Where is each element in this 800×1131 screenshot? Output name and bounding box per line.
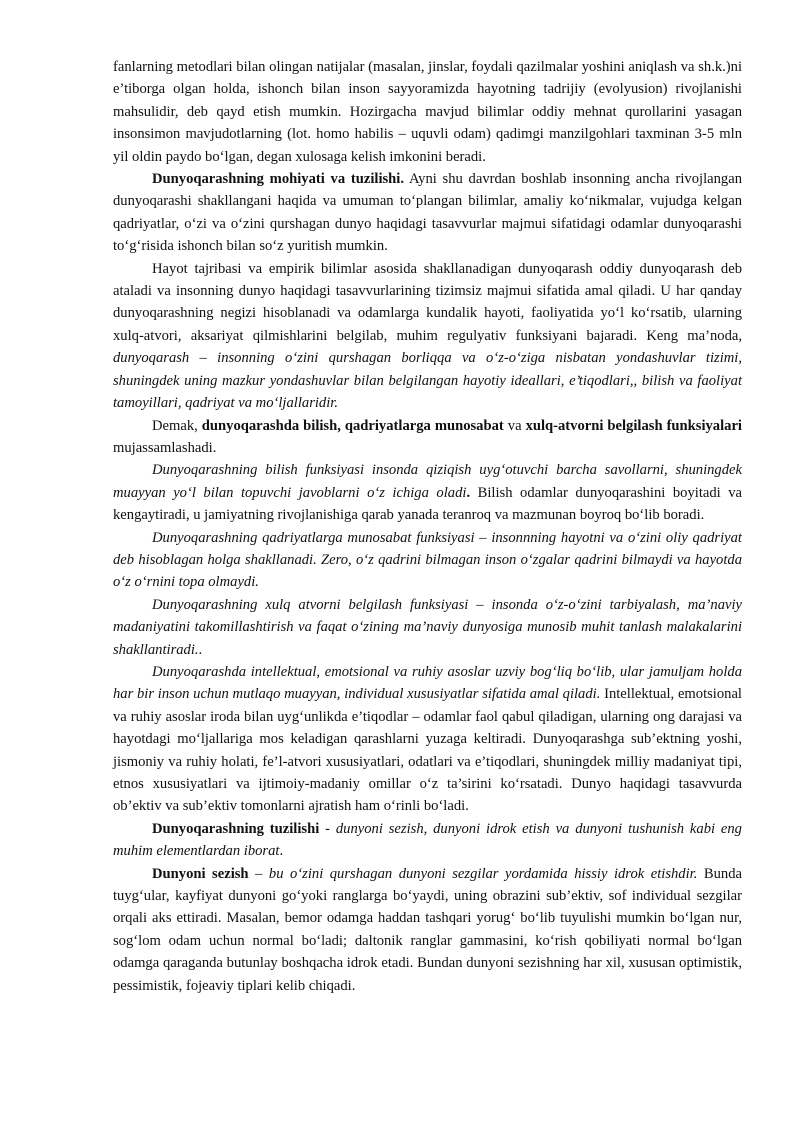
emphasis: dunyoqarashda bilish, qadriyatlarga munosabat xyxy=(201,417,504,434)
emphasis: xulq-atvorni belgilash funksiyalari xyxy=(525,417,742,434)
text: – xyxy=(248,865,269,882)
paragraph-functions xyxy=(113,415,742,460)
text: mujassamlashadi. xyxy=(113,439,217,456)
text: Bilish odamlar dunyoqarashini boyitadi va kengaytiradi, u jamiyatning rivojlanishiga qarab yanada teranroq va mazmunan boyroq bo‘lib boradi. xyxy=(113,484,743,524)
text: - xyxy=(319,820,336,837)
paragraph-structure xyxy=(113,818,742,863)
text: Bunda tuyg‘ular, kayfiyat dunyoni go‘yoki ranglarga bo‘yaydi, uning obrazini sub’ektiv, sof individual sezgilar orqali aks ettiradi. Masalan, bemor odamga haddan tashqari yorug‘ bo‘lib tuyulishi mumkin bo‘lgan nur, sog‘lom odam uchun normal bo‘ladi; daltonik ranglar gammasini, ko‘rish qobiliyati normal bo‘lgan odamga qaraganda butunlay boshqacha idrok etadi. Bundan dunyoni sezishning har xil, xususan optimistik, pessimistik, fojeaviy tiplari kelib chiqadi. xyxy=(113,865,742,994)
definition: Dunyoqarashning xulq atvorni belgilash funksiyasi – insonda o‘z-o‘zini tarbiyalash, ma’naviy madaniyatini takomillashtirish va faqat o‘zining ma’naviy dunyosiga munosib muhit tanlash malakalarini shakllantiradi. xyxy=(113,596,742,658)
definition: dunyoni sezish, dunyoni idrok etish va dunyoni tushunish kabi eng muhim elementlardan iborat xyxy=(113,820,742,860)
definition: dunyoqarash – insonning o‘zini qurshagan borliqqa va o‘z-o‘ziga nisbatan yondashuvlar tizimi, shuningdek uning mazkur yondashuvlar bilan belgilangan hayotiy ideallari, e’tiqodlari,, bilish va faoliyat tamoyillari, qadriyat va mo‘ljallaridir. xyxy=(113,350,742,412)
text: . xyxy=(279,843,284,860)
text: va xyxy=(503,417,526,434)
text: . xyxy=(198,641,203,658)
text: Hayot tajribasi va empirik bilimlar asosida shakllanadigan dunyoqarash oddiy dunyoqarash deb ataladi va insonning dunyo haqidagi tasavvurlarining tizimsiz majmui sifatida amal qiladi. U har qanday dunyoqarashning negizi hisoblanadi va odamlarga kundalik hayoti, faoliyatida yo‘l ko‘rsatib, ularning xulq-atvori, aksariyat qilmishlarini belgilab, muhim regulyativ funksiyani bajaradi. Keng ma’noda, xyxy=(113,260,742,344)
paragraph-intro xyxy=(113,56,742,168)
definition: Dunyoqarashning qadriyatlarga munosabat funksiyasi – insonnning hayotni va o‘zini oliy qadriyat deb hisoblagan holga shakllanadi. Zero, o‘z qadrini bilmagan inson o‘zgalar qadrini bilmaydi va hayotda o‘z o‘rnini topa olmaydi. xyxy=(113,529,742,591)
paragraph-sensing-world xyxy=(113,863,742,997)
section-heading: Dunyoqarashning mohiyati va tuzilishi. xyxy=(152,171,405,188)
emphasis: . xyxy=(466,484,471,501)
paragraph-cognitive-function xyxy=(113,459,742,526)
paragraph-ordinary-worldview xyxy=(113,258,742,415)
section-heading: Dunyoqarashning tuzilishi xyxy=(152,820,320,837)
text: Demak, xyxy=(152,417,202,434)
definition: bu o‘zini qurshagan dunyoni sezgilar yordamida hissiy idrok etishdir. xyxy=(268,865,698,882)
definition: Dunyoqarashda intellektual, emotsional va ruhiy asoslar uzviy bog‘liq bo‘lib, ular jamuljam holda har bir inson uchun mutlaqo muayyan, individual xususiyatlar sifatida amal qiladi. xyxy=(113,663,742,703)
paragraph-foundations xyxy=(113,661,742,818)
paragraph-value-function xyxy=(113,527,742,594)
text: fanlarning metodlari bilan olingan natijalar (masalan, jinslar, foydali qazilmalar yoshini aniqlash va sh.k.)ni e’tiborga olgan holda, ishonch bilan inson sayyoramizda hayotning tadrijiy (evolyusion) rivojlanishi mahsulidir, deb qayd etish mumkin. Hozirgacha mavjud bilimlar oddiy mehnat qurollarini yasagan insonsimon mavjudotlarning (lot. homo habilis – uquvli odam) qadimgi manzilgohlari taxminan 3-5 mln yil oldin paydo bo‘lgan, degan xulosaga kelish imkonini beradi. xyxy=(113,59,742,165)
text: Ayni shu davrdan boshlab insonning ancha rivojlangan dunyoqarashi shakllangani haqida va umuman to‘plangan bilimlar, amaliy ko‘nikmalar, vujudga kelgan qadriyatlar, o‘zi va o‘zini qurshagan dunyo haqidagi tasavvurlar majmui sifatidagi odamlar dunyoqarashi to‘g‘risida ishonch bilan so‘z yuritish mumkin. xyxy=(113,171,742,255)
paragraph-essence xyxy=(113,168,742,258)
text: Intellektual, emotsional va ruhiy asoslar iroda bilan uyg‘unlikda e’tiqodlar – odamlar faol qabul qiladigan, ularning ong darajasi va hayotdagi mo‘ljallariga mos keladigan qarashlarni yuzaga keltiradi. Dunyoqarashga sub’ektning yoshi, jismoniy va ruhiy holati, fe’l-atvori xususiyatlari, odatlari va e’tiqodlari, shuningdek milliy madaniyat tipi, etnos xususiyatlari va ijtimoiy-madaniy omillar o‘z ta’sirini ko‘rsatadi. Dunyo haqidagi tasavvurda ob’ektiv va sub’ektiv tomonlarni ajratish ham o‘rinli bo‘ladi. xyxy=(113,686,742,815)
definition: Dunyoqarashning bilish funksiyasi insonda qiziqish uyg‘otuvchi barcha savollarni, shuningdek muayyan yo‘l bilan topuvchi javoblarni o‘z ichiga oladi xyxy=(113,462,742,501)
document-page xyxy=(113,56,742,997)
section-heading: Dunyoni sezish xyxy=(152,865,249,882)
paragraph-behavior-function xyxy=(113,594,742,661)
